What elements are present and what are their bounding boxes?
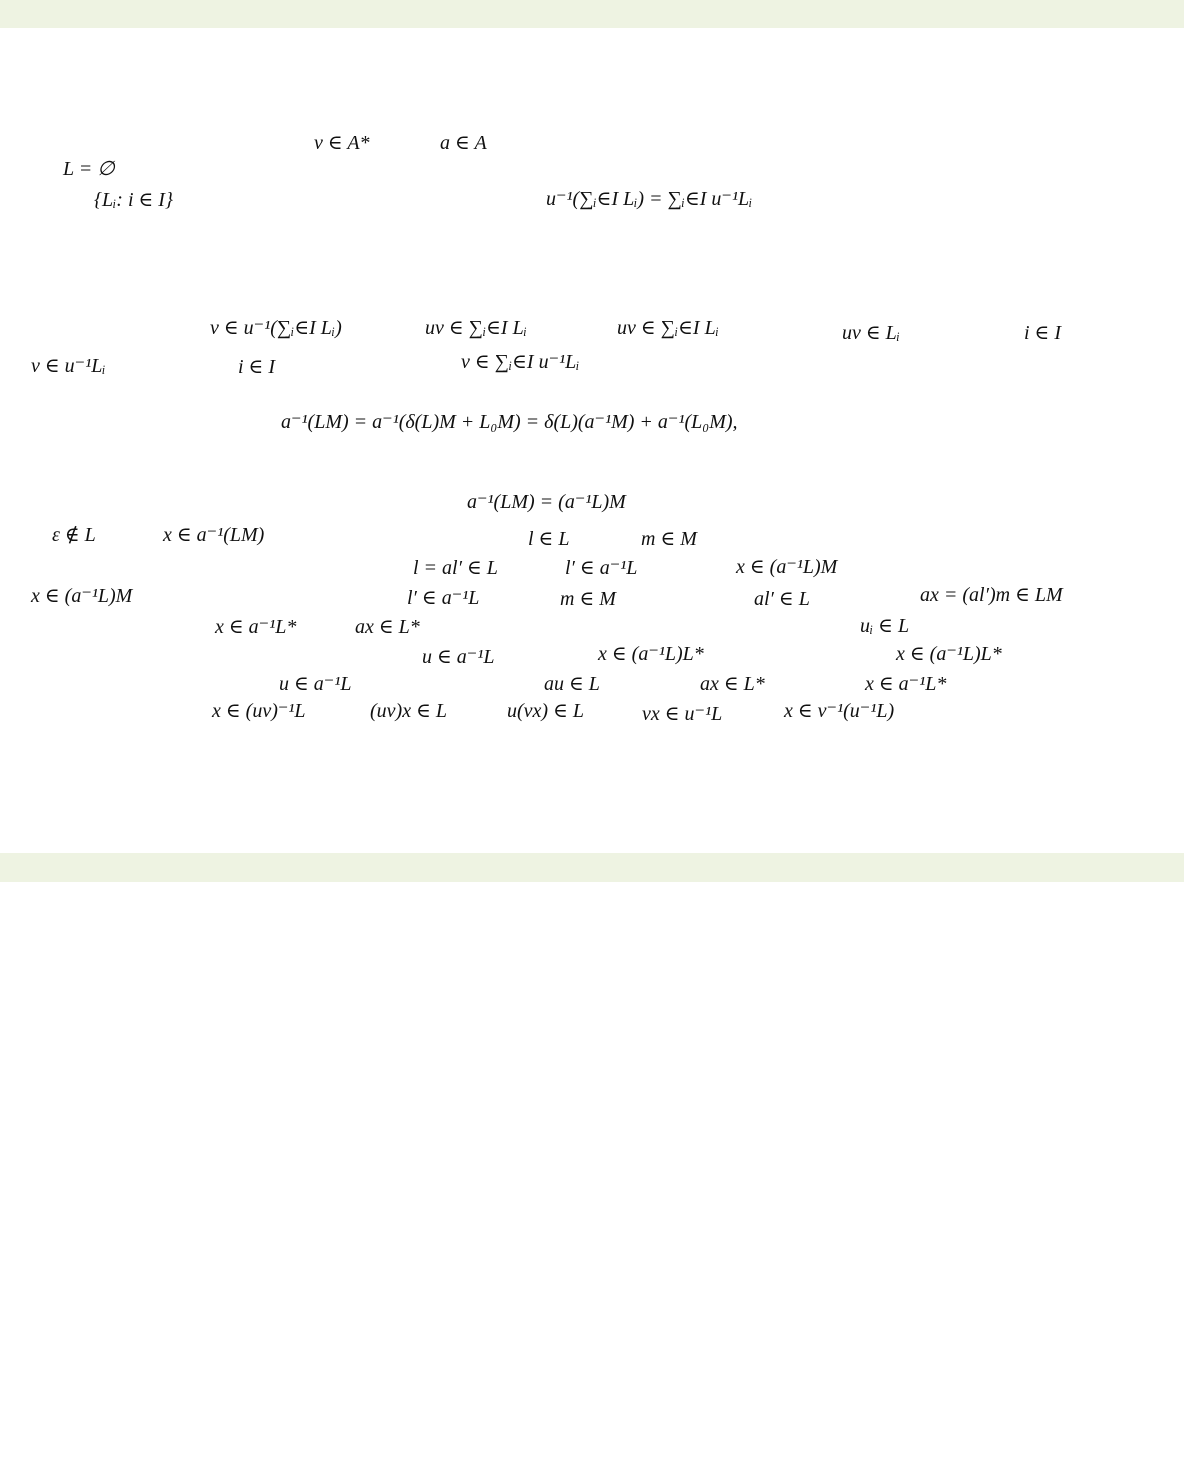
formula-au-in-l: au ∈ L [544,673,600,695]
formula-family-li: {Lᵢ: i ∈ I} [94,189,173,211]
formula-i-in-i-1: i ∈ I [1024,322,1062,344]
formula-l-in-l: l ∈ L [528,528,570,550]
formula-l-equals-al-prime: l = al′ ∈ L [413,557,498,579]
formula-uv-in-sum-1: uv ∈ ∑ᵢ∈I Lᵢ [425,317,527,339]
formula-m-in-m-2: m ∈ M [560,588,616,610]
formula-u-vx-in-l: u(vx) ∈ L [507,700,585,722]
formula-x-in-quotient-lm: x ∈ a⁻¹(LM) [163,524,265,546]
formula-x-in-quotient-l-star-2: x ∈ a⁻¹L* [865,673,947,695]
formula-al-prime-in-l: al′ ∈ L [754,588,810,610]
formula-v-in-quotient-li: v ∈ u⁻¹Lᵢ [31,355,106,377]
formula-x-in-quotient-l-l-star-1: x ∈ (a⁻¹L)L* [598,643,704,665]
formula-ax-in-l-star-1: ax ∈ L* [355,616,420,638]
formula-u-in-quotient-1: u ∈ a⁻¹L [422,646,495,668]
formula-l-empty: L = ∅ [63,158,115,180]
formula-ax-equals-product: ax = (al′)m ∈ LM [920,584,1063,606]
formula-m-in-m-1: m ∈ M [641,528,697,550]
formula-a-in-a: a ∈ A [440,132,487,154]
formula-epsilon-not-in-l: ε ∉ L [52,524,96,546]
formula-uv-in-sum-2: uv ∈ ∑ᵢ∈I Lᵢ [617,317,719,339]
formula-uv-in-li: uv ∈ Lᵢ [842,322,900,344]
formula-v-in-quotient-sum: v ∈ u⁻¹(∑ᵢ∈I Lᵢ) [210,317,342,339]
formula-vx-in-quotient: vx ∈ u⁻¹L [642,703,723,725]
formula-x-in-quotient-l-l-star-2: x ∈ (a⁻¹L)L* [896,643,1002,665]
formula-l-prime-in-quotient-1: l′ ∈ a⁻¹L [565,557,638,579]
formula-x-in-quotient-l-m-1: x ∈ (a⁻¹L)M [736,556,838,578]
formula-v-in-sum-quotients: v ∈ ∑ᵢ∈I u⁻¹Lᵢ [461,351,580,373]
formula-quotient-of-sum: u⁻¹(∑ᵢ∈I Lᵢ) = ∑ᵢ∈I u⁻¹Lᵢ [546,188,753,210]
formula-x-in-quotient-l-star-1: x ∈ a⁻¹L* [215,616,297,638]
formula-i-in-i-2: i ∈ I [238,356,276,378]
formula-x-in-double-quotient: x ∈ v⁻¹(u⁻¹L) [784,700,895,722]
formula-l-prime-in-quotient-2: l′ ∈ a⁻¹L [407,587,480,609]
formula-ui-in-l: uᵢ ∈ L [860,615,910,637]
formula-x-in-quotient-l-m-2: x ∈ (a⁻¹L)M [31,585,133,607]
formula-u-in-quotient-2: u ∈ a⁻¹L [279,673,352,695]
formula-ax-in-l-star-2: ax ∈ L* [700,673,765,695]
formula-x-in-quotient-uv: x ∈ (uv)⁻¹L [212,700,306,722]
formula-v-in-a-star: v ∈ A* [314,132,370,154]
bottom-footer-band [0,853,1184,882]
formula-uv-x-in-l: (uv)x ∈ L [370,700,448,722]
formula-quotient-product: a⁻¹(LM) = (a⁻¹L)M [467,491,626,513]
formula-quotient-product-expansion: a⁻¹(LM) = a⁻¹(δ(L)M + L₀M) = δ(L)(a⁻¹M) + a⁻¹(L₀M), [281,411,738,433]
